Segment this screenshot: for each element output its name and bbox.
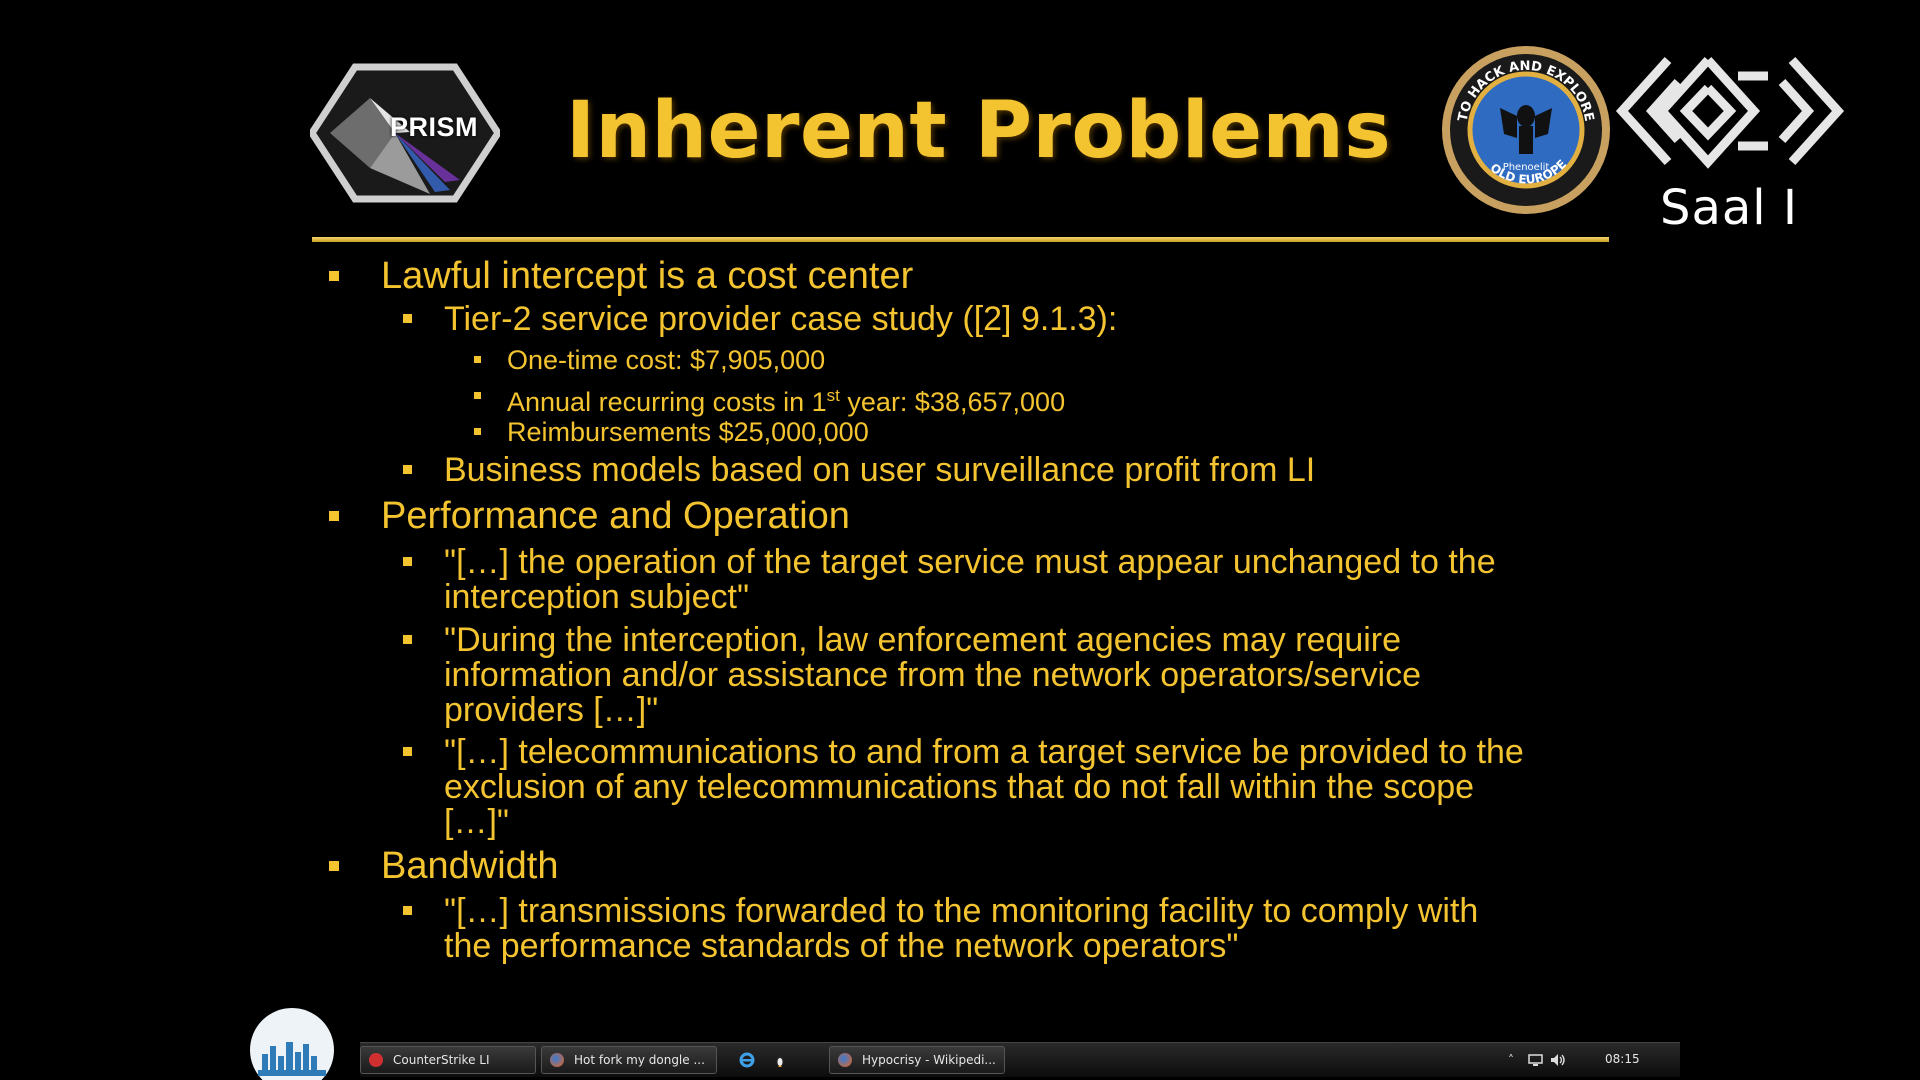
bullet-bandwidth: Bandwidth	[381, 846, 558, 886]
bullet-marker	[329, 271, 339, 281]
bullet-reimbursements: Reimbursements $25,000,000	[507, 417, 869, 447]
bullet-marker	[403, 465, 412, 474]
bullet-marker	[474, 356, 481, 363]
bullet-marker	[329, 511, 339, 521]
firefox-icon	[550, 1053, 564, 1067]
ie-icon[interactable]	[739, 1052, 755, 1068]
bullet-case-study: Tier-2 service provider case study ([2] 9.1.3):	[444, 302, 1117, 337]
tray-expand-icon[interactable]: ˄	[1508, 1053, 1514, 1067]
bullet-quote-transmissions: "[…] transmissions forwarded to the monitoring facility to comply with the performance standards of the network operators"	[444, 894, 1478, 964]
system-clock[interactable]: 08:15	[1605, 1052, 1640, 1066]
network-icon[interactable]	[1528, 1053, 1543, 1067]
taskbar	[360, 1042, 1680, 1077]
taskbar-item-firefox-1[interactable]: Hot fork my dongle ...	[541, 1046, 717, 1074]
stream-logo-icon	[248, 1004, 336, 1080]
bullet-marker	[329, 861, 339, 871]
phenoelit-badge	[1440, 44, 1612, 216]
bullet-marker	[474, 428, 481, 435]
slide-title: Inherent Problems	[566, 86, 1392, 176]
bullet-recurring-costs: Annual recurring costs in 1st year: $38,657,000	[507, 381, 1065, 417]
taskbar-item-firefox-2[interactable]: Hypocrisy - Wikipedi...	[829, 1046, 1005, 1074]
bullet-marker	[403, 557, 412, 566]
bullet-marker	[403, 314, 412, 323]
bullet-marker	[474, 392, 481, 399]
badge-top-text: TO HACK AND EXPLORE	[1455, 58, 1597, 123]
bullet-quote-assistance: "During the interception, law enforcement agencies may require information and/or assistance from the network operators/service providers […]"	[444, 623, 1421, 728]
room-label: Saal I	[1660, 180, 1799, 236]
badge-center-text: Phenoelit	[1502, 162, 1550, 173]
taskbar-item-counterstrike[interactable]: CounterStrike LI	[360, 1046, 536, 1074]
ccc-logo	[1608, 52, 1852, 170]
counterstrike-icon	[369, 1053, 383, 1067]
bullet-cost-center: Lawful intercept is a cost center	[381, 256, 913, 296]
bullet-quote-operation: "[…] the operation of the target service must appear unchanged to the interception subject"	[444, 545, 1496, 615]
bullet-quote-telecommunications: "[…] telecommunications to and from a target service be provided to the exclusion of any telecommunications that do not fall within the scope […]"	[444, 735, 1524, 840]
badge-bottom-text: OLD EUROPE	[1487, 156, 1570, 187]
firefox-icon	[838, 1053, 852, 1067]
bullet-marker	[403, 635, 412, 644]
prism-logo-text: PRISM	[390, 112, 479, 142]
bullet-one-time-cost: One-time cost: $7,905,000	[507, 345, 825, 375]
bullet-business-models: Business models based on user surveillance profit from LI	[444, 453, 1315, 488]
volume-icon[interactable]	[1550, 1053, 1566, 1067]
title-divider	[312, 237, 1609, 242]
penguin-icon[interactable]	[772, 1052, 788, 1068]
bullet-marker	[403, 906, 412, 915]
bullet-marker	[403, 747, 412, 756]
bullet-performance: Performance and Operation	[381, 496, 850, 536]
